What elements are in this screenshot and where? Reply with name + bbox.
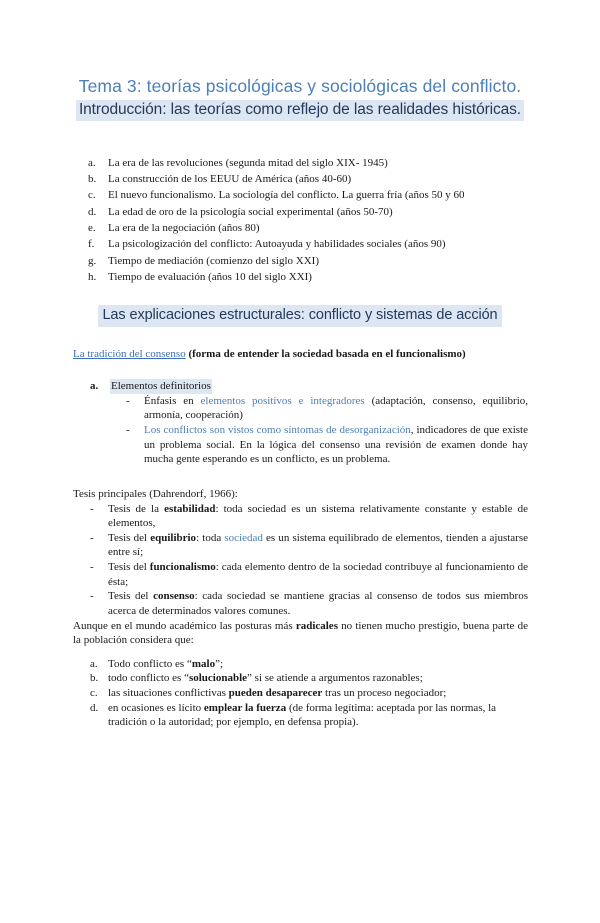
list-marker: h. bbox=[88, 270, 97, 283]
bold-term: malo bbox=[191, 657, 216, 670]
text-run: no tienen mucho prestigio, buena parte de la población considera que: bbox=[73, 619, 528, 647]
page-title: Tema 3: teorías psicológicas y sociológicas del conflicto. bbox=[78, 76, 522, 96]
bold-term: funcionalismo bbox=[149, 561, 216, 574]
conclusions-list bbox=[90, 657, 528, 730]
list-item bbox=[88, 221, 600, 237]
dash-marker: - bbox=[90, 590, 94, 603]
list-item bbox=[88, 270, 600, 286]
list-text bbox=[108, 589, 528, 618]
list-marker: c. bbox=[90, 687, 98, 700]
dash-marker: - bbox=[126, 394, 130, 407]
list-marker: b. bbox=[88, 173, 97, 186]
bold-term: consenso bbox=[153, 590, 195, 603]
text-run: las situaciones conflictivas bbox=[108, 687, 229, 700]
list-text: Tiempo de mediación (comienzo del siglo XXI) bbox=[108, 254, 319, 267]
list-item bbox=[90, 560, 528, 589]
bold-term: estabilidad bbox=[164, 502, 216, 515]
list-marker: d. bbox=[88, 205, 97, 218]
list-marker: c. bbox=[88, 189, 96, 202]
list-marker: d. bbox=[90, 701, 99, 714]
periods-list bbox=[88, 156, 600, 286]
highlighted-text: sociedad bbox=[224, 531, 263, 544]
tradition-link[interactable]: La tradición del consenso bbox=[73, 347, 186, 360]
text-run: Énfasis en bbox=[144, 394, 201, 407]
list-text bbox=[144, 423, 528, 467]
bold-term: emplear la fuerza bbox=[203, 701, 287, 714]
tesis-heading: Tesis principales (Dahrendorf, 1966): bbox=[73, 487, 238, 500]
body-paragraph bbox=[73, 619, 528, 648]
page-subtitle: Introducción: las teorías como reflejo de las realidades históricas. bbox=[76, 100, 524, 121]
text-run: (adaptación, consenso, equilibrio, armonía, cooperación) bbox=[144, 394, 528, 422]
text-run: : toda sociedad es un sistema relativamente constante y estable de elementos, bbox=[108, 502, 528, 530]
list-text bbox=[108, 560, 528, 589]
list-text: La psicologización del conflicto: Autoayuda y habilidades sociales (años 90) bbox=[108, 238, 446, 251]
list-text bbox=[144, 394, 528, 423]
section-heading-wrap bbox=[0, 305, 600, 326]
tradition-heading bbox=[73, 347, 600, 362]
list-marker: e. bbox=[88, 222, 96, 235]
dash-marker: - bbox=[90, 531, 94, 544]
text-run: Tesis del bbox=[108, 561, 150, 574]
list-item bbox=[126, 423, 528, 467]
text-run: Todo conflicto es “ bbox=[108, 657, 192, 670]
list-item bbox=[88, 205, 600, 221]
list-marker: a. bbox=[88, 156, 96, 169]
tradition-description: (forma de entender la sociedad basada en el funcionalismo) bbox=[185, 347, 466, 360]
list-marker: a. bbox=[90, 380, 99, 393]
list-marker: f. bbox=[88, 238, 95, 251]
text-run: : cada sociedad se mantiene gracias al consenso de todos sus miembros acerca de determinados valores comunes. bbox=[108, 590, 528, 617]
highlighted-text: elementos positivos e integradores bbox=[200, 394, 365, 407]
list-text bbox=[108, 531, 528, 560]
list-item bbox=[88, 237, 600, 253]
text-run: ”; bbox=[215, 657, 224, 670]
elementos-heading bbox=[90, 379, 600, 394]
text-run: es un sistema equilibrado de elementos, tienden a ajustarse entre sí; bbox=[108, 531, 529, 559]
list-text bbox=[108, 701, 528, 730]
highlighted-text: Los conflictos son vistos como síntomas de desorganización bbox=[144, 424, 411, 437]
elementos-label: Elementos definitorios bbox=[111, 380, 211, 393]
list-text: La construcción de los EEUU de América (años 40-60) bbox=[108, 173, 352, 186]
subtitle-wrap bbox=[0, 100, 600, 121]
text-run: tras un proceso negociador; bbox=[322, 687, 447, 700]
list-item bbox=[90, 701, 528, 730]
list-item bbox=[88, 254, 600, 270]
list-item bbox=[90, 502, 528, 531]
list-item bbox=[88, 172, 600, 188]
tesis-list bbox=[90, 502, 528, 619]
text-run: (de forma legítima: aceptada por las normas, la tradición o la autoridad; por ejemplo, en defensa propia). bbox=[108, 701, 497, 729]
list-text bbox=[108, 671, 528, 686]
document-page bbox=[0, 75, 600, 923]
list-text: Tiempo de evaluación (años 10 del siglo XXI) bbox=[108, 270, 312, 283]
list-text: La edad de oro de la psicología social experimental (años 50-70) bbox=[108, 205, 393, 218]
text-run: ” si se atiende a argumentos razonables; bbox=[247, 672, 423, 685]
list-marker: b. bbox=[90, 672, 99, 685]
list-text bbox=[108, 686, 528, 701]
text-run: : cada elemento dentro de la sociedad contribuye al funcionamiento de ésta; bbox=[108, 561, 529, 588]
section-heading: Las explicaciones estructurales: conflicto y sistemas de acción bbox=[98, 305, 501, 326]
bold-term: radicales bbox=[295, 619, 338, 632]
list-text bbox=[108, 502, 528, 531]
bold-term: solucionable bbox=[188, 672, 248, 685]
dash-marker: - bbox=[90, 502, 94, 515]
list-text bbox=[108, 657, 528, 672]
text-run: Tesis de la bbox=[108, 502, 165, 515]
list-item bbox=[90, 657, 528, 672]
elementos-list bbox=[126, 394, 528, 467]
list-item bbox=[90, 686, 528, 701]
list-text: La era de las revoluciones (segunda mitad del siglo XIX- 1945) bbox=[108, 156, 388, 169]
list-item bbox=[90, 589, 528, 618]
text-run: en ocasiones es lícito bbox=[108, 701, 204, 714]
list-marker: a. bbox=[90, 657, 98, 670]
dash-marker: - bbox=[90, 561, 94, 574]
text-run: : toda bbox=[196, 531, 225, 544]
bold-term: equilibrio bbox=[150, 531, 197, 544]
list-marker: g. bbox=[88, 254, 97, 267]
text-run: Tesis del bbox=[108, 590, 154, 603]
list-text: La era de la negociación (años 80) bbox=[108, 222, 260, 235]
list-item bbox=[88, 188, 600, 204]
list-item bbox=[126, 394, 528, 423]
list-item bbox=[90, 531, 528, 560]
text-run: Tesis del bbox=[108, 531, 151, 544]
text-run: todo conflicto es “ bbox=[108, 672, 189, 685]
text-run: Aunque en el mundo académico las posturas más bbox=[73, 619, 296, 632]
list-text: El nuevo funcionalismo. La sociología del conflicto. La guerra fría (años 50 y 60 bbox=[108, 189, 465, 202]
bold-term: pueden desaparecer bbox=[228, 687, 323, 700]
text-run: , indicadores de que existe un problema social. En la lógica del consenso una revisión de examen donde hay mucha gente esperando es un conflicto, es un problema. bbox=[144, 424, 528, 466]
list-item bbox=[90, 671, 528, 686]
list-item bbox=[88, 156, 600, 172]
dash-marker: - bbox=[126, 424, 130, 437]
